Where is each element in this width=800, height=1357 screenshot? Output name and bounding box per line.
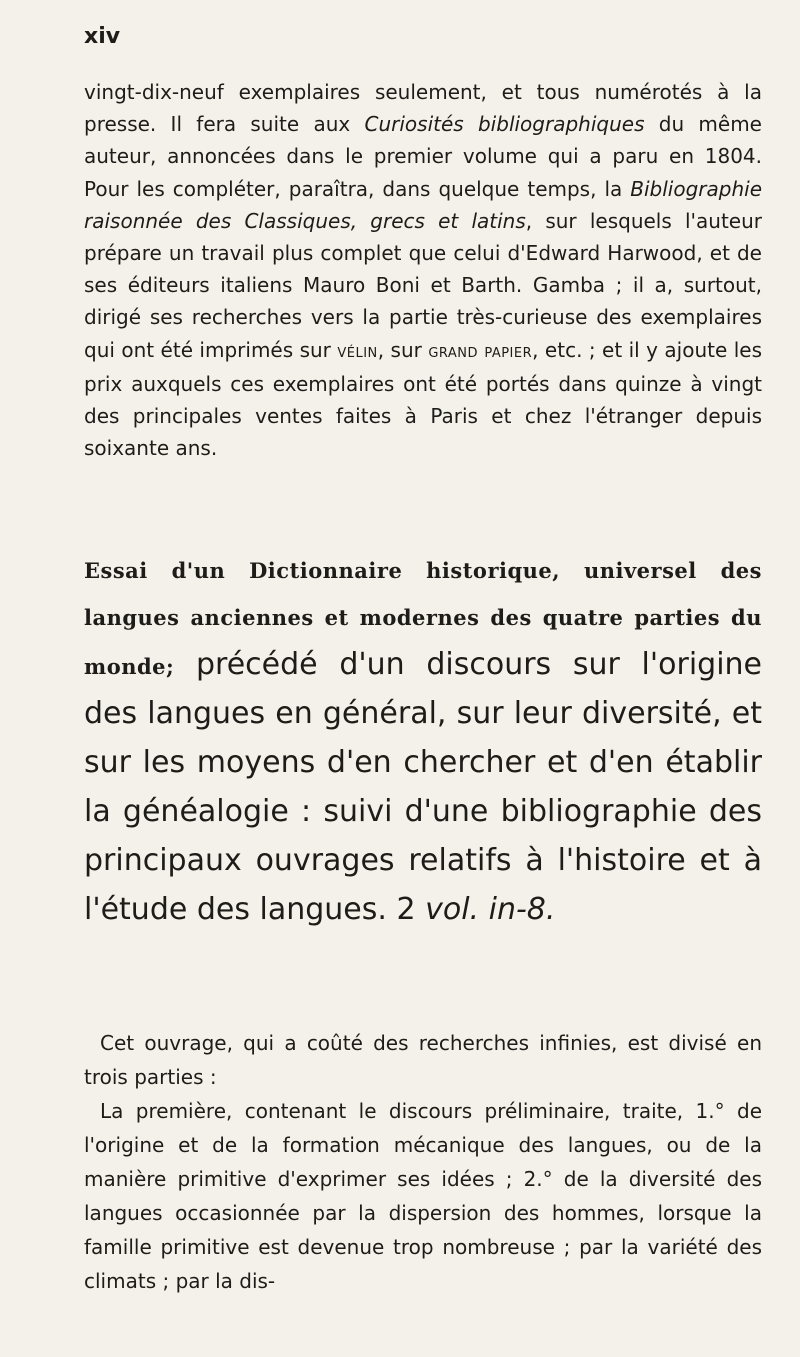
- intro-text-4: , sur: [377, 337, 429, 362]
- intro-text-1: vingt-dix-neuf exemplaires seulement, et tous numérotés à la presse. Il fera suite aux: [84, 80, 762, 137]
- intro-velin: vélin: [337, 340, 378, 362]
- description-sentence-2: La première, contenant le discours préliminaire, traite, 1.° de l'origine et de la formation mécanique des langues, ou de la manière primitive d'exprimer ses idées ; 2.° de la diversité des langues occasionnée par la dispersion des hommes, lorsque la famille primitive est devenue trop nombreuse ; par la variété des climats ; par la dis-: [84, 1099, 762, 1293]
- intro-text-2: du même auteur, annoncées dans le premier volume qui a paru en 1804. Pour les compléter, paraîtra, dans quelque temps, la: [84, 112, 762, 201]
- paragraph-description: [84, 1026, 762, 1298]
- intro-grand-papier: grand papier: [428, 340, 533, 362]
- dictionary-entry: [84, 548, 762, 936]
- page-number: xiv: [84, 24, 121, 49]
- intro-text-5: , etc. ; et il y ajoute les prix auxquels ces exemplaires ont été portés dans quinze à vingt des principales ventes faites à Paris et chez l'étranger depuis soixante ans.: [84, 337, 763, 461]
- intro-title-bibliographie: Bibliographie raisonnée des Classiques, grecs et latins: [84, 176, 762, 233]
- entry-heading: Essai d'un Dictionnaire historique, universel des langues anciennes et modernes des quatre parties du monde;: [84, 558, 762, 679]
- entry-format: vol. in-8.: [425, 892, 556, 927]
- intro-title-curiosites: Curiosités bibliographiques: [364, 112, 645, 137]
- description-sentence-1: Cet ouvrage, qui a coûté des recherches infinies, est divisé en trois parties :: [84, 1031, 762, 1089]
- intro-text-3: , sur lesquels l'auteur prépare un travail plus complet que celui d'Edward Harwood, et de ses éditeurs italiens Mauro Boni et Barth. Gamba ; il a, surtout, dirigé ses recherches vers la partie très-curieuse des exemplaires qui ont été imprimés sur: [84, 208, 763, 362]
- paragraph-intro: [84, 76, 762, 464]
- entry-description: précédé d'un discours sur l'origine des langues en général, sur leur diversité, et sur les moyens d'en chercher et d'en établir la généalogie : suivi d'une bibliographie des principaux ouvrages relatifs à l'histoire et à l'étude des langues. 2: [84, 647, 762, 927]
